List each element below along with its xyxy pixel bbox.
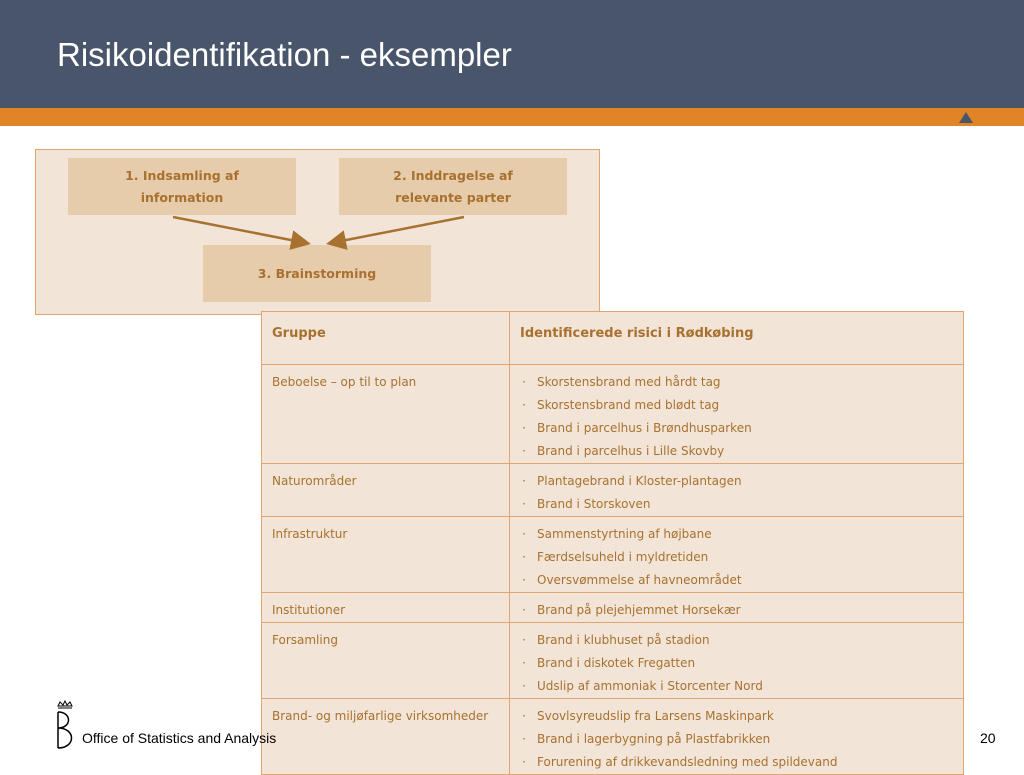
- step-3-label: 3. Brainstorming: [257, 265, 377, 281]
- risk-text: Skorstensbrand med blødt tag: [537, 398, 720, 412]
- bullet-icon: ·: [522, 755, 526, 769]
- risk-text: Sammenstyrtning af højbane: [537, 527, 712, 541]
- risk-text: Brand i parcelhus i Lille Skovby: [537, 444, 725, 458]
- page-number: 20: [980, 730, 996, 746]
- bullet-icon: ·: [522, 375, 526, 389]
- group-cell: Forsamling: [262, 623, 510, 699]
- risk-text: Brand i klubhuset på stadion: [537, 633, 710, 647]
- risks-cell: [510, 365, 964, 464]
- table-row: [262, 623, 964, 699]
- risk-text: Brand på plejehjemmet Horsekær: [537, 603, 741, 617]
- risk-item: [522, 440, 963, 463]
- footer-organization: Office of Statistics and Analysis: [82, 730, 277, 746]
- bullet-icon: ·: [522, 573, 526, 587]
- risk-item: [522, 599, 963, 622]
- risk-item: [522, 675, 963, 698]
- step-2-line-2: relevante parter: [395, 189, 511, 205]
- risks-cell: [510, 593, 964, 623]
- table-row: [262, 699, 964, 775]
- group-cell: Beboelse – op til to plan: [262, 365, 510, 464]
- bullet-icon: ·: [522, 474, 526, 488]
- risk-text: Brand i parcelhus i Brøndhusparken: [537, 421, 752, 435]
- bullet-icon: ·: [522, 421, 526, 435]
- crown-b-logo-icon: [52, 700, 78, 750]
- risks-cell: [510, 517, 964, 593]
- risks-cell: [510, 699, 964, 775]
- risk-text: Forurening af drikkevandsledning med spildevand: [537, 755, 838, 769]
- risks-cell: [510, 623, 964, 699]
- risks-cell: [510, 464, 964, 517]
- bullet-icon: ·: [522, 550, 526, 564]
- bullet-icon: ·: [522, 398, 526, 412]
- risk-text: Udslip af ammoniak i Storcenter Nord: [537, 679, 763, 693]
- bullet-icon: ·: [522, 732, 526, 746]
- risk-text: Svovlsyreudslip fra Larsens Maskinpark: [537, 709, 774, 723]
- step-2-line-1: 2. Inddragelse af: [393, 167, 513, 183]
- risk-item: [522, 705, 963, 728]
- title-bar: [0, 0, 1024, 108]
- bullet-icon: ·: [522, 527, 526, 541]
- table-header-row: [262, 312, 964, 365]
- table-row: [262, 365, 964, 464]
- bullet-icon: ·: [522, 709, 526, 723]
- bullet-icon: ·: [522, 633, 526, 647]
- group-cell: Institutioner: [262, 593, 510, 623]
- risk-item: [522, 629, 963, 652]
- risk-item: [522, 523, 963, 546]
- risk-text: Brand i Storskoven: [537, 497, 651, 511]
- table-row: [262, 517, 964, 593]
- risk-text: Skorstensbrand med hårdt tag: [537, 375, 721, 389]
- group-cell: Naturområder: [262, 464, 510, 517]
- risk-text: Færdselsuheld i myldretiden: [537, 550, 709, 564]
- risk-text: Brand i diskotek Fregatten: [537, 656, 696, 670]
- risk-text: Plantagebrand i Kloster-plantagen: [537, 474, 742, 488]
- risk-item: [522, 652, 963, 675]
- bullet-icon: ·: [522, 656, 526, 670]
- risk-table: [261, 311, 964, 775]
- bullet-icon: ·: [522, 679, 526, 693]
- risk-item: [522, 371, 963, 394]
- risk-item: [522, 417, 963, 440]
- table-row: [262, 464, 964, 517]
- risk-text: Oversvømmelse af havneområdet: [537, 573, 742, 587]
- flow-arrows: [36, 150, 601, 316]
- risk-item: [522, 394, 963, 417]
- step-1-line-1: 1. Indsamling af: [125, 167, 239, 183]
- slide-title: Risikoidentifikation - eksempler: [57, 36, 512, 73]
- risk-item: [522, 470, 963, 493]
- risk-item: [522, 493, 963, 516]
- risk-item: [522, 728, 963, 751]
- accent-bar: [0, 108, 1024, 126]
- table-row: [262, 593, 964, 623]
- risk-item: [522, 546, 963, 569]
- bullet-icon: ·: [522, 497, 526, 511]
- group-cell: Brand- og miljøfarlige virksomheder: [262, 699, 510, 775]
- risk-item: [522, 751, 963, 774]
- arrow-right: [331, 217, 464, 243]
- bullet-icon: ·: [522, 603, 526, 617]
- header-group: Gruppe: [262, 312, 510, 365]
- nav-up-triangle-icon[interactable]: [959, 112, 973, 123]
- group-cell: Infrastruktur: [262, 517, 510, 593]
- header-risks: Identificerede risici i Rødkøbing: [510, 312, 964, 365]
- risk-text: Brand i lagerbygning på Plastfabrikken: [537, 732, 771, 746]
- risk-item: [522, 569, 963, 592]
- bullet-icon: ·: [522, 444, 526, 458]
- process-diagram: [35, 149, 600, 315]
- arrow-left: [173, 217, 306, 243]
- step-1-line-2: information: [140, 189, 224, 205]
